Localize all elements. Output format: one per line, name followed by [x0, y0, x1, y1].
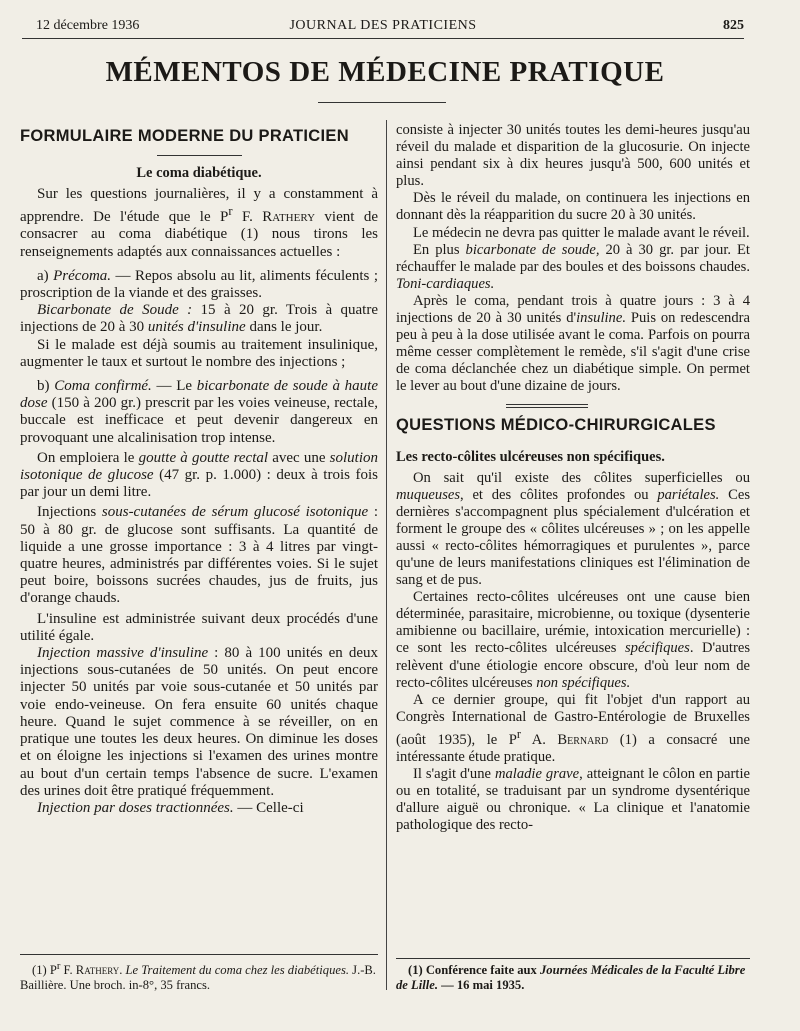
paragraph: Injection massive d'insuline : 80 à 100 unités en deux injections sous-cutanées de 50 unités. On peut encore injecter 50 unités par voie sous-cutanée et 50 unités par voie endo-veineuse. On fera ensuite 60 unités chaque heure. Quand le sujet commence à se réveiller, on en pratique une toutes les deux heures. On diminue les doses et on éloigne les injections si l'examen des urines montre au bout d'un certain temps l'absence de sucre. L'examen des urines doit être pratiqué fréquemment.	[20, 645, 378, 799]
paragraph: L'insuline est administrée suivant deux procédés d'une utilité égale.	[20, 610, 378, 644]
paragraph: En plus bicarbonate de soude, 20 à 30 gr. par jour. Et réchauffer le malade par des boules et des boissons chaudes. Toni-cardiaques.	[396, 241, 750, 292]
right-footnote	[396, 958, 750, 993]
paragraph: Injections sous-cutanées de sérum glucosé isotonique : 50 à 80 gr. de glucose sont suffisants. La quantité de liquide a une grosse importance : 3 à 4 litres par vingt-quatre heures, administrés par différentes voies. Si le sujet peut boire, boissons sucrées chaudes, jus de fruits, jus d'orange chauds.	[20, 504, 379, 607]
paragraph: Si le malade est déjà soumis au traitement insulinique, augmenter le taux et surtout le nombre des injections ;	[20, 336, 378, 370]
paragraph: Après le coma, pendant trois à quatre jours : 3 à 4 injections de 20 à 30 unités d'insuline. Puis on redescendra peu à peu à la dose utilisée avant le coma. Parfois on pourra même cesser complètement le remède, s'il s'agit d'une crise de coma déclanchée chez un diabétique simple. On permet le lever au bout d'une dizaine de jours.	[396, 292, 750, 395]
ornamental-rule	[506, 404, 588, 408]
footnote-rule	[20, 954, 378, 955]
paragraph: Le médecin ne devra pas quitter le malade avant le réveil.	[413, 224, 750, 241]
header-journal-name: JOURNAL DES PRATICIENS	[289, 18, 477, 33]
title-rule	[318, 102, 446, 103]
paragraph: Sur les questions journalières, il y a constamment à apprendre. De l'étude que le $P^r$ F. Rathery vient de consacrer au coma diabétique (1) nous tirons les renseignements adaptés aux connaissances actuelles :	[20, 186, 378, 260]
paragraph: Dès le réveil du malade, on continuera les injections en donnant dès la réapparition du sucre 20 à 30 unités.	[396, 190, 750, 224]
article-subtitle-coma: Le coma diabétique.	[136, 165, 262, 181]
paragraph: A ce dernier groupe, qui fit l'objet d'un rapport au Congrès International de Gastro-Entérologie de Bruxelles (août 1935), le $P^r$ A. Bernard (1) a consacré une intéressante étude pratique.	[396, 691, 750, 765]
footnote-text: (1) Conférence faite aux Journées Médicales de la Faculté Libre de Lille. — 16 mai 1935.	[396, 963, 746, 992]
header-date: 12 décembre 1936	[36, 18, 140, 33]
left-footnote	[20, 954, 378, 993]
paragraph: Injection par doses tractionnées. — Celle-ci	[37, 799, 304, 816]
section-title-questions: QUESTIONS MÉDICO-CHIRURGICALES	[396, 415, 716, 434]
paragraph: consiste à injecter 30 unités toutes les demi-heures jusqu'au réveil du malade et disparition de la glucosurie. On injecte ainsi pendant six à dix heures jusqu'à 500, 600 unités et plus.	[396, 122, 750, 190]
column-divider	[386, 120, 387, 990]
section-title-formulaire: FORMULAIRE MODERNE DU PRATICIEN	[20, 127, 349, 145]
section-rule	[157, 155, 242, 156]
paragraph: Il s'agit d'une maladie grave, atteignant le côlon en partie ou en totalité, se traduisant par un syndrome dysentérique d'allure aiguë ou chronique. « La clinique et l'anatomie pathologique des recto-	[396, 765, 750, 834]
footnote-rule	[396, 958, 750, 959]
paragraph: On emploiera le goutte à goutte rectal avec une solution isotonique de glucose (47 gr. p. 1.000) : deux à trois fois par jour un demi litre.	[20, 449, 378, 501]
running-header	[22, 14, 744, 36]
footnote-text: (1) $P^r$ F. Rathery. Le Traitement du coma chez les diabétiques. J.-B. Baillière. Une broch. in-8°, 35 francs.	[20, 961, 376, 993]
header-rule	[22, 38, 744, 39]
paragraph: b) Coma confirmé. — Le bicarbonate de soude à haute dose (150 à 200 gr.) prescrit par les voies veineuse, rectale, buccale est inefficace et peut devenir dangereux en provoquant une alcalinisation trop intense.	[20, 378, 378, 446]
paragraph: On sait qu'il existe des côlites superficielles ou muqueuses, et des côlites profondes ou pariétales. Ces dernières s'accompagnent plus spécialement d'ulcération et forment le groupe des « côlites ulcéreuses » ; on les appelle aussi « recto-côlites hémorragiques et purulentes », parce qu'une de leurs manifestations cliniques est l'élimination de sang et de pus.	[396, 469, 750, 589]
right-column	[396, 122, 750, 834]
article-subtitle-recto-colites: Les recto-côlites ulcéreuses non spécifiques.	[396, 448, 665, 465]
header-page-number: 825	[723, 18, 744, 33]
paragraph: a) Précoma. — Repos absolu au lit, aliments féculents ; proscription de la viande et des graisses.	[20, 267, 378, 302]
page-title: MÉMENTOS DE MÉDECINE PRATIQUE	[105, 56, 665, 88]
left-column	[20, 122, 378, 817]
paragraph: Certaines recto-côlites ulcéreuses ont une cause bien déterminée, parasitaire, microbienne, ou toxique (dysenterie amibienne ou bacillaire, urémie, intoxication mercurielle) : ce sont les recto-côlites ulcéreuses spécifiques. D'autres relèvent d'une étiologie encore obscure, d'où leur nom de recto-côlites ulcéreuses non spécifiques.	[396, 589, 751, 691]
paragraph: Bicarbonate de Soude : 15 à 20 gr. Trois à quatre injections de 20 à 30 unités d'insuline dans le jour.	[20, 302, 378, 336]
